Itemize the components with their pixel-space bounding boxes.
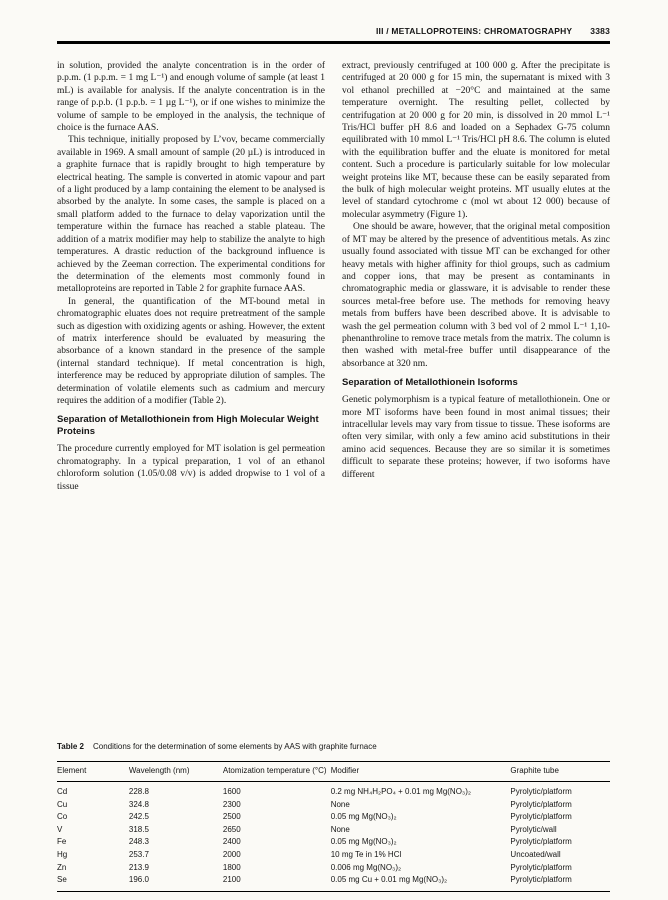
table-cell: Pyrolytic/platform (510, 812, 572, 822)
table-cell: 248.3 (128, 837, 149, 847)
table-cell: Fe (57, 837, 67, 847)
table-cell: Hg (57, 849, 68, 859)
table-header-cell: Element (57, 762, 129, 782)
table-cell: 1600 (222, 787, 241, 796)
table-label: Table 2 (57, 742, 84, 751)
table-row (57, 874, 610, 891)
running-head-line (57, 26, 610, 44)
table-cell: Pyrolytic/platform (510, 875, 572, 885)
table-cell: 2400 (222, 837, 241, 847)
table-cell: 2300 (222, 799, 241, 809)
table-cell: 213.9 (128, 862, 149, 872)
table-cell: 0.05 mg Mg(NO₃)₂ (330, 837, 397, 847)
table-body (57, 782, 610, 892)
table-cell: 2000 (222, 849, 241, 859)
table-2-block (57, 742, 610, 892)
section-heading-separation-isoforms: Separation of Metallothionein Isoforms (342, 377, 518, 389)
table-cell: Co (57, 812, 68, 822)
table-cell: 0.05 mg Cu + 0.01 mg Mg(NO₃)₂ (330, 875, 448, 885)
table-cell: Pyrolytic/platform (510, 837, 572, 847)
table-header-cell: Graphite tube (510, 762, 610, 782)
table-cell: Cu (57, 799, 68, 809)
table-cell: 10 mg Te in 1% HCl (330, 849, 402, 859)
table-header-row (57, 762, 610, 782)
table-caption-text: Conditions for the determination of some elements by AAS with graphite furnace (92, 742, 377, 751)
table-row (57, 811, 610, 824)
table-cell: 2100 (222, 875, 241, 885)
table-cell: Pyrolytic/platform (510, 862, 572, 872)
table-caption (57, 742, 610, 752)
paragraph-group (342, 394, 610, 481)
table-cell: Se (57, 875, 67, 885)
table-cell: 2650 (222, 824, 241, 834)
table-cell: Zn (57, 862, 67, 872)
paragraph: extract, previously centrifuged at 100 000 g. After the precipitate is centrifuged at 20 000 g for 15 min, the supernatant is mixed with 3 vol ethanol prechilled at −20°C and maintained at the same temperature overnight. The resulting pellet, collected by centrifugation at 20 000 g for 20 min, is dissolved in 20 mmol L⁻¹ Tris/HCl buffer pH 8.6 and loaded on a Sephadex G-75 column equilibrated with 10 mmol L⁻¹ Tris/HCl pH 8.6. The column is eluted with the equilibration buffer and the eluate is monitored for metal content. Such a procedure is particularly suitable for low molecular weight proteins like MT, because these can be easily separated from the bulk of high molecular weight proteins. MT usually elutes at the level of standard cytochrome c (mol wt about 12 000) because of molecular asymmetry (Figure 1). (342, 61, 610, 220)
paragraph: This technique, initially proposed by L’vov, became commercially available in 1969. A small amount of sample (20 µL) is introduced in a graphite furnace that is rapidly brought to high temperature by electrical heating. The sample is converted in atomic vapour and part of a light produced by a lamp containing the element to be analysed is absorbed by the analyte. In some cases, the sample is placed on a small platform added to the furnace to delay vaporization until the temperature within the furnace has reached a stable plateau. The addition of a matrix modifier may help to stabilize the analyte to high temperatures. A drastic reduction of the background influence is achieved by the Zeeman correction. The experimental conditions for the determination of the elements most commonly found in metalloproteins are reported in Table 2 for graphite furnace AAS. (57, 135, 325, 295)
table-header-cell: Modifier (331, 762, 511, 782)
table-row (57, 799, 610, 812)
table-row (57, 862, 610, 875)
table-cell: 324.8 (128, 799, 149, 809)
table-row (57, 849, 610, 862)
running-head-bar (57, 26, 610, 44)
paragraph: Genetic polymorphism is a typical feature of metallothionein. One or more MT isoforms have been found in most animal tissues; their intracellular levels may vary from tissue to tissue. These isoforms are often very similar, with only a few amino acid substitutions in their amino acid sequences. Because they are so similar it is sometimes difficult to separate these proteins; however, if two isoforms have different (342, 395, 610, 480)
paragraph-group (57, 60, 325, 407)
table-cell: Pyrolytic/platform (510, 787, 572, 796)
paragraph-group (342, 60, 610, 370)
table-cell: Cd (57, 787, 68, 796)
table-cell: Uncoated/wall (510, 849, 561, 859)
paragraph: The procedure currently employed for MT isolation is gel permeation chromatography. In a typical preparation, 1 vol of an ethanol chloroform solution (1.05/0.08 v/v) is added dropwise to 1 vol of a tissue (57, 444, 325, 492)
table-header (57, 762, 610, 782)
column-right (342, 60, 610, 493)
table-cell: 253.7 (128, 849, 149, 859)
column-left (57, 60, 325, 493)
table-header-cell: Atomization temperature (°C) (223, 762, 331, 782)
table-cell: Pyrolytic/wall (510, 824, 557, 834)
table-cell: 318.5 (128, 824, 149, 834)
table-row (57, 836, 610, 849)
paragraph-group (57, 443, 325, 493)
table-cell: 228.8 (128, 787, 149, 796)
two-column-body (57, 60, 610, 493)
paragraph: One should be aware, however, that the original metal composition of MT may be altered by the presence of adventitious metals. As zinc usually found associated with tissue MT can be exchanged for other heavy metals with higher affinity for thiol groups, such as cadmium and copper ions, that may be present as contaminants in chromatographic media or glassware, it is advisable to render these sources metal-free before use. The methods for removing heavy metals from buffers have been described above. It is advisable to wash the gel permeation column with 3 bed vol of 2 mmol L⁻¹ 1,10-phenanthroline to remove trace metals from the matrix. The column is then washed with metal-free buffer until disappearance of the absorbance at 320 nm. (342, 222, 610, 369)
running-head-title: III / METALLOPROTEINS: CHROMATOGRAPHY (375, 26, 573, 36)
table-cell: 196.0 (128, 875, 149, 885)
paragraph: in solution, provided the analyte concentration is in the order of p.p.m. (1 p.p.m. = 1 mg L⁻¹) and enough volume of sample (at least 1 mL) is available for analysis. If the analyte concentration is in the range of p.p.b. (1 p.p.b. = 1 µg L⁻¹), or if one wishes to minimize the volume of sample to be employed in the analysis, the technique of choice is the furnace AAS. (57, 61, 325, 134)
page-number: 3383 (590, 26, 610, 36)
table-header-cell: Wavelength (nm) (129, 762, 223, 782)
conditions-table (57, 761, 610, 892)
table-row (57, 824, 610, 837)
table-cell: V (57, 824, 63, 834)
table-cell: Pyrolytic/platform (510, 799, 572, 809)
table-cell: 0.05 mg Mg(NO₃)₂ (330, 812, 397, 822)
table-cell: 242.5 (128, 812, 149, 822)
paragraph: In general, the quantification of the MT-bound metal in chromatographic eluates does not require pretreatment of the sample such as digestion with oxidizing agents or ashing. However, the extent of matrix interference should be evaluated by measuring the absorbance of a known standard in the presence of the sample (internal standard technique). If metal concentration is high, interference may be reduced by appropriate dilution of samples. The determination of volatile elements such as cadmium and mercury requires the addition of a modifier (Table 2). (57, 296, 325, 406)
table-cell: 2500 (222, 812, 241, 822)
table-cell: 0.006 mg Mg(NO₃)₂ (330, 862, 402, 872)
table-row (57, 782, 610, 799)
table-cell: 1800 (222, 862, 241, 872)
table-cell: None (330, 799, 350, 809)
section-heading-separation-hmw: Separation of Metallothionein from High Molecular Weight Proteins (57, 414, 319, 438)
table-cell: None (330, 824, 350, 834)
table-cell: 0.2 mg NH₄H₂PO₄ + 0.01 mg Mg(NO₃)₂ (330, 787, 471, 796)
